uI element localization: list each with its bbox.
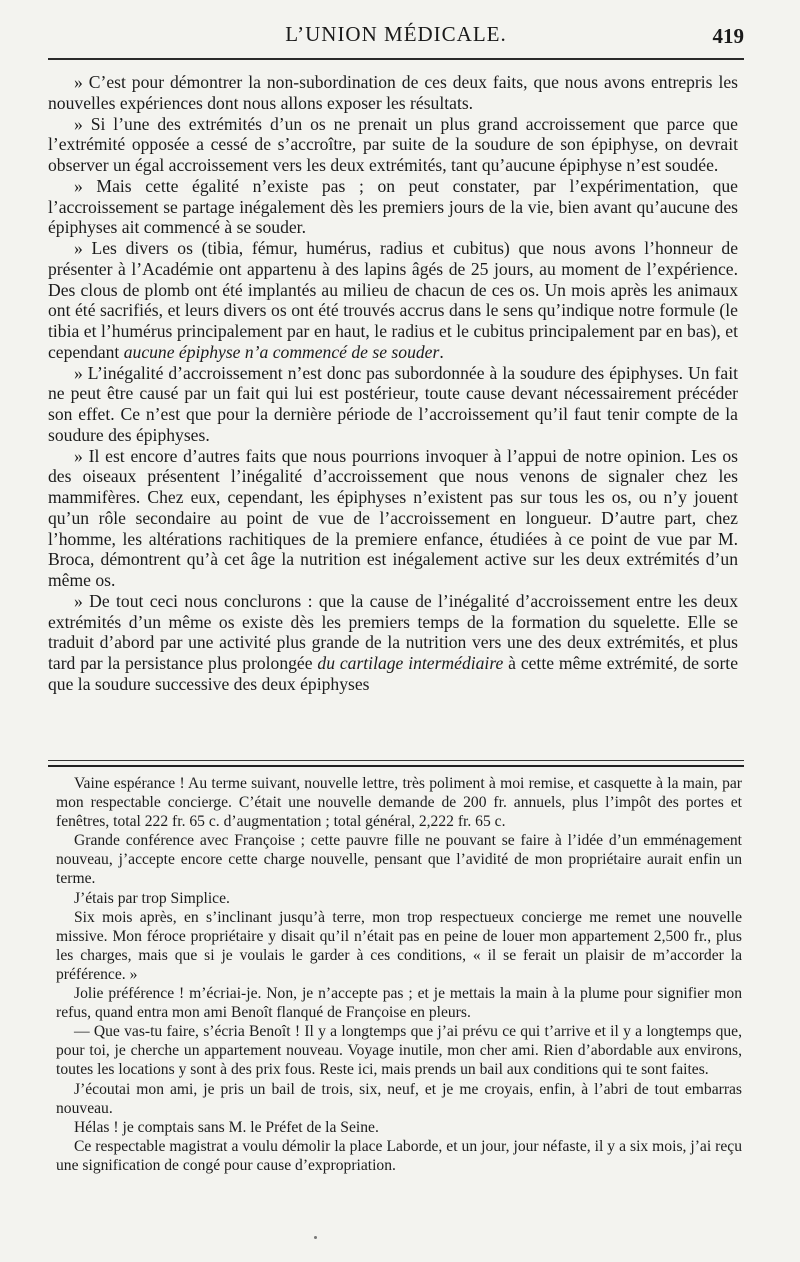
feuilleton-body xyxy=(56,774,742,1175)
feuilleton-paragraph: Grande conférence avec Françoise ; cette pauvre fille ne pouvant se faire à l’idée d’un emménagement nouveau, j’accepte encore cette charge nouvelle, pensant que l’avidité de mon propriétaire aurait enfin un terme. xyxy=(56,832,742,888)
paragraph-text: » De tout ceci nous conclurons : que la cause de l’inégalité d’accroissement entre les deux extrémités d’un même os existe dès les premiers temps de la formation du squelette. Elle se traduit d’abord par une activité plus grande de la nutrition vers une des deux extrémités, et plus tard par la persistance plus prolongée xyxy=(48,590,738,673)
article-paragraph xyxy=(48,446,738,591)
header-rule xyxy=(48,58,744,60)
journal-title: L’UNION MÉDICALE. xyxy=(285,22,507,46)
article-paragraph xyxy=(48,72,738,114)
print-speck xyxy=(314,1236,317,1239)
feuilleton-divider xyxy=(48,760,744,767)
page-number: 419 xyxy=(712,24,744,48)
italic-emphasis: du cartilage intermédiaire xyxy=(317,653,504,673)
running-head xyxy=(48,18,744,58)
paragraph-text: » C’est pour démontrer la non-subordination de ces deux faits, que nous avons entrepris les nouvelles expériences dont nous allons exposer les résultats. xyxy=(48,72,738,113)
feuilleton-paragraph: Jolie préférence ! m’écriai-je. Non, je n’accepte pas ; et je mettais la main à la plume pour signifier mon refus, quand entra mon ami Benoît flanqué de Françoise en pleurs. xyxy=(56,985,742,1022)
feuilleton-paragraph: J’étais par trop Simplice. xyxy=(74,889,230,907)
feuilleton-paragraph: J’écoutai mon ami, je pris un bail de trois, six, neuf, et je me croyais, enfin, à l’abri de tout embarras nouveau. xyxy=(56,1080,742,1117)
paragraph-text: » Si l’une des extrémités d’un os ne prenait un plus grand accroissement que parce que l’extrémité opposée a cessé de s’accroître, par suite de la soudure de son épiphyse, on devrait observer un égal accroissement vers les deux extrémités, tant qu’aucune épiphyse n’est soudée. xyxy=(48,113,738,175)
paragraph-text: » Mais cette égalité n’existe pas ; on peut constater, par l’expérimentation, que l’accroissement se partage inégalement dès les premiers jours de la vie, bien avant qu’aucune des épiphyses ait commencé à se souder. xyxy=(48,175,738,238)
paragraph-text: » Il est encore d’autres faits que nous pourrions invoquer à l’appui de notre opinion. Les os des oiseaux présentent l’inégalité d’accroissement que nous venons de signaler chez les mammifères. Chez eux, cependant, les épiphyses n’existent pas sur tous les os, ou n’y jouent qu’un rôle secondaire au point de vue de l’accroissement en longueur. D’autre part, chez l’homme, les altérations rachitiques de la premiere enfance, étudiées à ce point de vue par M. Broca, démontrent qu’à cet âge la nutrition est inégalement active sur les deux extrémités d’un même os. xyxy=(48,445,738,590)
article-paragraph xyxy=(48,238,738,363)
feuilleton-paragraph: Ce respectable magistrat a voulu démolir la place Laborde, et un jour, jour néfaste, il y a six mois, j’ai reçu une signification de congé pour cause d’expropriation. xyxy=(56,1137,742,1174)
article-body xyxy=(48,72,738,695)
article-paragraph xyxy=(48,114,738,176)
italic-emphasis: aucune épiphyse n’a commencé de se souder xyxy=(123,341,440,362)
paragraph-text: » Les divers os (tibia, fémur, humérus, radius et cubitus) que nous avons l’honneur de présenter à l’Académie ont appartenu à des lapins âgés de 25 jours, au moment de l’expérience. Des clous de plomb ont été implantés au milieu de chacun de ces os. Un mois après les animaux ont été sacrifiés, et leurs divers os ont été trouvés accrus dans le sens qu’indique notre formule (le tibia et l’humérus principalement par en haut, le radius et le cubitus principalement par en bas), et cependant xyxy=(48,238,738,362)
paragraph-text: . xyxy=(439,341,444,362)
paragraph-text: » L’inégalité d’accroissement n’est donc pas subordonnée à la soudure des épiphyses. Un fait ne peut être causé par un fait qui lui est postérieur, toute cause devant nécessairement précéder son effet. Ce n’est que pour la dernière période de l’accroissement qu’il faut tenir compte de la soudure des épiphyses. xyxy=(48,362,738,445)
article-paragraph xyxy=(48,591,738,695)
paragraph-text: à cette même extrémité, de sorte que la soudure successive des deux épiphyses xyxy=(48,653,739,694)
article-paragraph xyxy=(48,363,738,446)
article-paragraph xyxy=(48,176,738,238)
feuilleton-paragraph: Vaine espérance ! Au terme suivant, nouvelle lettre, très poliment à moi remise, et casquette à la main, par mon respectable concierge. C’était une nouvelle demande de 200 fr. annuels, plus l’impôt des portes et fenêtres, total 222 fr. 65 c. d’augmentation ; total général, 2,222 fr. 65 c. xyxy=(56,775,742,831)
feuilleton-paragraph: — Que vas-tu faire, s’écria Benoît ! Il y a longtemps que j’ai prévu ce qui t’arrive et il y a longtemps que, pour toi, je cherche un appartement nouveau. Voyage inutile, mon cher ami. Rien d’abordable aux environs, toutes les locations y sont à des prix fous. Reste ici, mais prends un bail aux conditions qui te sont faites. xyxy=(56,1023,742,1079)
feuilleton-paragraph: Six mois après, en s’inclinant jusqu’à terre, mon trop respectueux concierge me remet une nouvelle missive. Mon féroce propriétaire y disait qu’il n’était pas en peine de louer mon appartement 2,500 fr., plus les charges, mais que si je voulais le garder à ces conditions, « il se ferait un plaisir de m’accorder la préférence. » xyxy=(56,908,742,983)
feuilleton-paragraph: Hélas ! je comptais sans M. le Préfet de la Seine. xyxy=(74,1118,379,1136)
